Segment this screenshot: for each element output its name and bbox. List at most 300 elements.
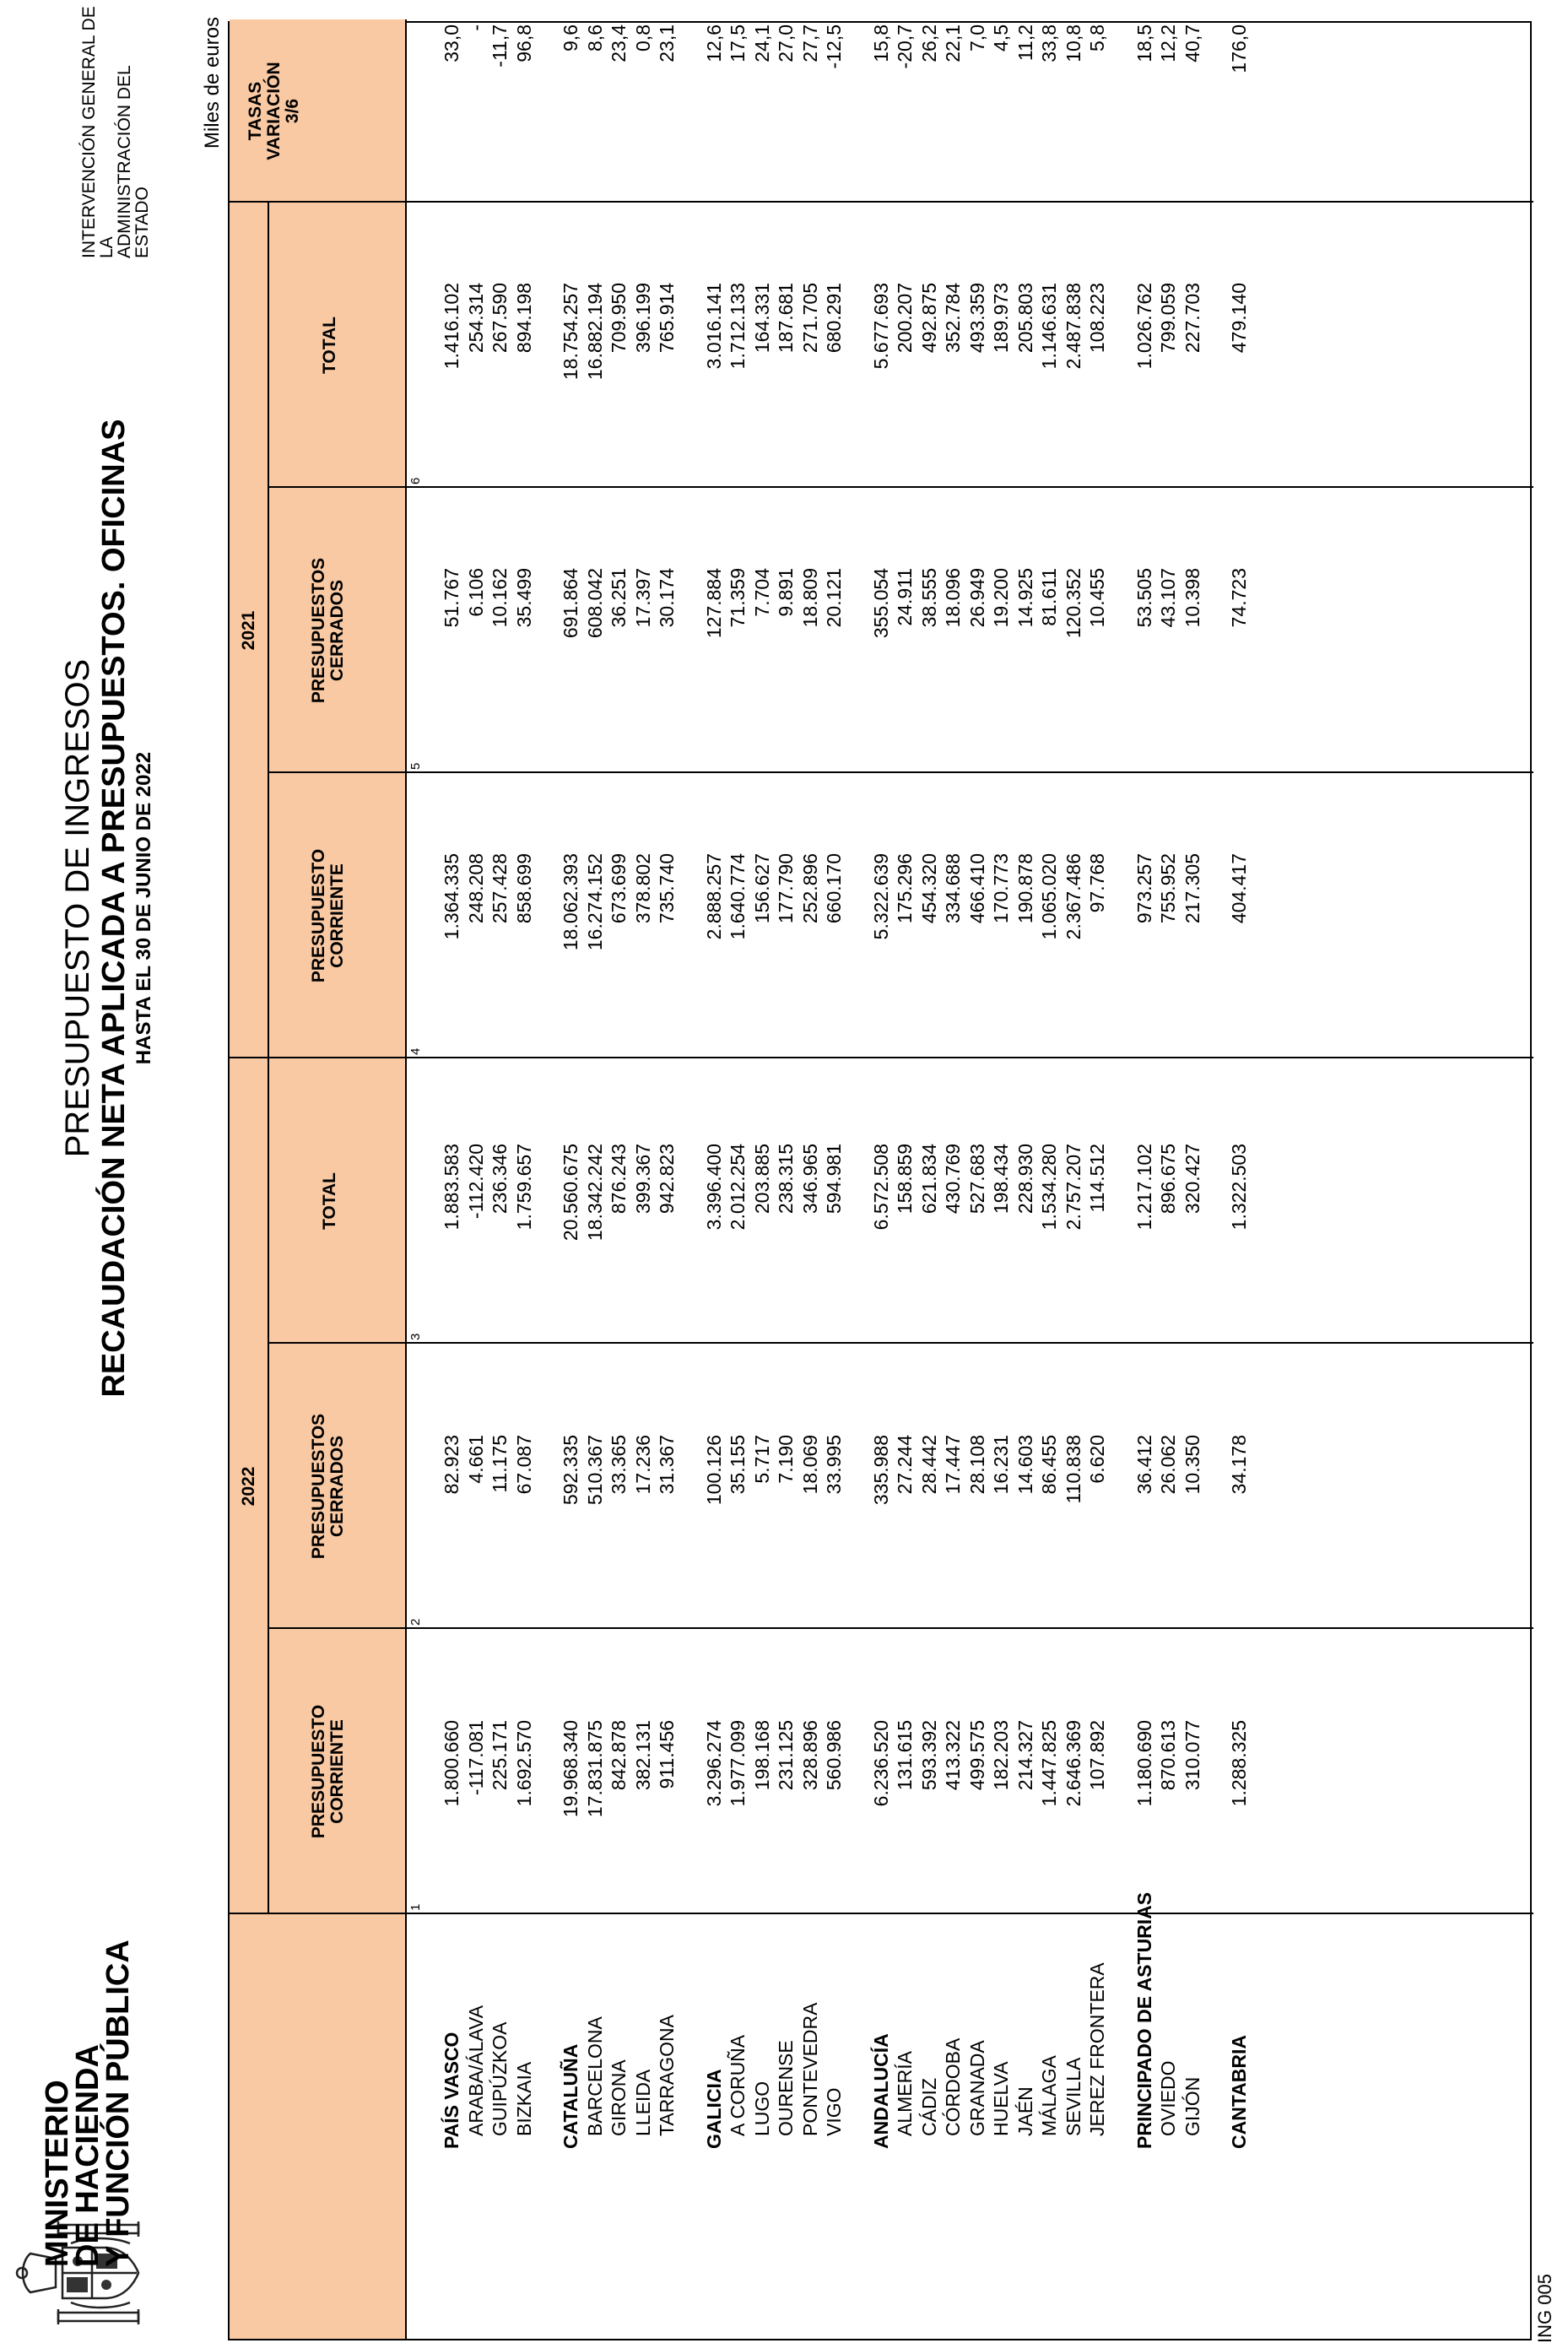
value-cell: 18.062.393: [560, 853, 582, 951]
value-cell: 198.434: [990, 1144, 1013, 1215]
value-cell: 691.864: [560, 568, 582, 639]
office-row: [966, 23, 989, 2339]
value-cell: 3.396.400: [702, 1144, 725, 1231]
value-cell: 4.661: [464, 1435, 487, 1484]
value-cell: 10.162: [489, 568, 511, 628]
value-cell: 7,0: [965, 24, 988, 51]
value-cell: 18.342.242: [583, 1144, 606, 1242]
value-cell: -12,5: [823, 24, 846, 69]
report-titles: [59, 360, 157, 1457]
value-cell: 114.512: [1086, 1144, 1109, 1213]
office-name: ARABA/ÁLAVA: [464, 2005, 487, 2136]
ministry-line-3: Y FUNCIÓN PÚBLICA: [100, 1940, 136, 2267]
value-cell: 53.505: [1133, 568, 1155, 628]
value-cell: 24.911: [894, 568, 916, 626]
value-cell: 1.364.335: [441, 853, 462, 940]
document-code: ING 005: [1534, 2274, 1555, 2343]
value-cell: 38.555: [917, 568, 940, 628]
value-cell: 110.838: [1062, 1435, 1084, 1504]
value-cell: 1.712.133: [727, 283, 749, 370]
office-name: HUELVA: [990, 2061, 1013, 2136]
region-name: PRINCIPADO DE ASTURIAS: [1133, 1891, 1155, 2149]
year-divider-rule: [268, 203, 269, 1914]
value-cell: 527.683: [965, 1144, 988, 1215]
column-number: 4: [408, 1047, 423, 1055]
office-name: GIRONA: [608, 2059, 630, 2136]
office-name: GIJÓN: [1181, 2076, 1203, 2136]
value-cell: 1.692.570: [512, 1720, 535, 1807]
region-total-row: [703, 23, 726, 2339]
value-cell: 10.398: [1181, 568, 1203, 628]
value-cell: 19.200: [990, 568, 1013, 628]
column-header-line-1: PRESUPUESTO: [309, 848, 328, 983]
value-cell: 127.884: [702, 568, 725, 639]
value-cell: 81.611: [1038, 568, 1061, 626]
value-cell: 175.296: [894, 853, 916, 924]
office-row: [656, 23, 679, 2339]
value-cell: 23,1: [656, 24, 679, 62]
office-row: [1157, 23, 1180, 2339]
column-header: [321, 1058, 339, 1344]
value-cell: 352.784: [942, 283, 965, 354]
office-name: LLEIDA: [631, 2069, 654, 2136]
value-cell: 5,8: [1086, 24, 1109, 51]
value-cell: 182.203: [990, 1720, 1013, 1791]
igae-line-2: ADMINISTRACIÓN DEL ESTADO: [115, 66, 152, 258]
value-cell: 355.054: [869, 568, 892, 639]
value-cell: 2.367.486: [1062, 853, 1084, 940]
value-cell: 177.790: [775, 853, 798, 924]
value-cell: 399.367: [631, 1144, 654, 1215]
value-cell: 10.350: [1181, 1435, 1203, 1495]
region-name: GALICIA: [702, 2069, 725, 2149]
value-cell: 404.417: [1228, 853, 1251, 924]
report-title: PRESUPUESTO DE INGRESOS: [59, 658, 96, 1158]
value-cell: 22,1: [942, 24, 965, 62]
value-cell: 254.314: [464, 283, 487, 354]
value-cell: 33.365: [608, 1435, 630, 1495]
value-cell: 107.892: [1086, 1720, 1109, 1791]
value-cell: 248.208: [464, 853, 487, 924]
value-cell: 1.800.660: [441, 1720, 462, 1807]
column-header-line-2: CERRADOS: [327, 1435, 347, 1538]
column-header: [310, 773, 347, 1058]
value-cell: 10,8: [1062, 24, 1084, 62]
value-cell: 164.331: [750, 283, 773, 354]
value-cell: 510.367: [583, 1435, 606, 1506]
year-2021-header: 2021: [239, 610, 258, 651]
value-cell: 911.456: [656, 1720, 679, 1789]
value-cell: 86.455: [1038, 1435, 1061, 1495]
value-cell: 23,4: [608, 24, 630, 62]
value-cell: 8,6: [583, 24, 606, 51]
value-cell: 158.859: [894, 1144, 916, 1215]
rate-label-1: TASAS: [246, 81, 265, 141]
value-cell: 320.427: [1181, 1144, 1203, 1215]
office-name: LUGO: [750, 2081, 773, 2136]
region-total-row: [1228, 23, 1251, 2339]
value-cell: 6.106: [464, 568, 487, 617]
ministry-line-2: DE HACIENDA: [70, 2044, 105, 2267]
value-cell: 1.026.762: [1133, 283, 1155, 370]
value-cell: 2.646.369: [1062, 1720, 1084, 1807]
value-cell: 799.059: [1157, 283, 1180, 354]
office-name: OVIEDO: [1157, 2060, 1180, 2136]
office-name: TARRAGONA: [656, 2015, 679, 2136]
office-row: [990, 23, 1013, 2339]
value-cell: 35.499: [512, 568, 535, 628]
value-cell: 205.803: [1014, 283, 1036, 354]
office-name: BIZKAIA: [512, 2061, 535, 2136]
value-cell: 12,2: [1157, 24, 1180, 62]
value-cell: 17,5: [727, 24, 749, 62]
value-cell: 660.170: [823, 853, 846, 924]
value-cell: 709.950: [608, 283, 630, 354]
value-cell: -117.081: [464, 1720, 487, 1796]
value-cell: 187.681: [775, 283, 798, 354]
ministry-line-1: MINISTERIO: [40, 2080, 75, 2267]
value-cell: 1.534.280: [1038, 1144, 1061, 1231]
value-cell: 1.447.825: [1038, 1720, 1061, 1807]
value-cell: 17.831.875: [583, 1720, 606, 1818]
column-header-line-1: PRESUPUESTOS: [309, 1413, 328, 1560]
region-total-row: [441, 23, 463, 2339]
value-cell: 28.442: [917, 1435, 940, 1495]
office-row: [1062, 23, 1085, 2339]
value-cell: 231.125: [775, 1720, 798, 1791]
value-cell: 100.126: [702, 1435, 725, 1506]
value-cell: 7.704: [750, 568, 773, 617]
value-cell: 1.217.102: [1133, 1144, 1155, 1231]
value-cell: 176,0: [1228, 24, 1251, 73]
region-name: PAÍS VASCO: [441, 2032, 462, 2149]
value-cell: 131.615: [894, 1720, 916, 1791]
column-header-line-2: CORRIENTE: [327, 1719, 347, 1824]
value-cell: 1.322.503: [1228, 1144, 1251, 1231]
office-row: [584, 23, 607, 2339]
value-cell: 2.757.207: [1062, 1144, 1084, 1231]
column-header-line-1: TOTAL: [320, 1172, 339, 1231]
value-cell: 97.768: [1086, 853, 1109, 913]
rate-header: [246, 19, 302, 203]
value-cell: 108.223: [1086, 283, 1109, 354]
column-number: 3: [408, 1333, 423, 1340]
value-cell: 876.243: [608, 1144, 630, 1215]
office-row: [1181, 23, 1204, 2339]
region-total-row: [1133, 23, 1156, 2339]
value-cell: 18.069: [798, 1435, 821, 1495]
value-cell: 200.207: [894, 283, 916, 354]
office-row: [823, 23, 846, 2339]
value-cell: 9.891: [775, 568, 798, 617]
value-cell: 33,0: [441, 24, 462, 62]
office-row: [775, 23, 798, 2339]
value-cell: 271.705: [798, 283, 821, 354]
value-cell: 680.291: [823, 283, 846, 354]
value-cell: 560.986: [823, 1720, 846, 1791]
value-cell: 33.995: [823, 1435, 846, 1495]
office-row: [942, 23, 965, 2339]
value-cell: 12,6: [702, 24, 725, 62]
office-row: [1014, 23, 1037, 2339]
value-cell: 4,5: [990, 24, 1013, 51]
value-cell: 413.322: [942, 1720, 965, 1791]
value-cell: 17.397: [631, 568, 654, 628]
value-cell: 1.977.099: [727, 1720, 749, 1807]
value-cell: 214.327: [1014, 1720, 1036, 1791]
office-name: CÓRDOBA: [942, 2037, 965, 2136]
value-cell: 120.352: [1062, 568, 1084, 639]
value-cell: 1.416.102: [441, 283, 462, 370]
value-cell: 30.174: [656, 568, 679, 628]
value-cell: 18.754.257: [560, 283, 582, 381]
value-cell: 765.914: [656, 283, 679, 354]
value-cell: 20.121: [823, 568, 846, 628]
value-cell: 31.367: [656, 1435, 679, 1495]
value-cell: 24,1: [750, 24, 773, 62]
value-cell: 26.062: [1157, 1435, 1180, 1495]
value-cell: 310.077: [1181, 1720, 1203, 1791]
office-name: BARCELONA: [583, 2016, 606, 2136]
value-cell: 36.412: [1133, 1435, 1155, 1495]
column-header-line-1: PRESUPUESTO: [309, 1704, 328, 1839]
column-header: [310, 1629, 347, 1914]
value-cell: 7.190: [775, 1435, 798, 1484]
value-cell: 236.346: [489, 1144, 511, 1215]
office-row: [489, 23, 511, 2339]
report-date: HASTA EL 30 DE JUNIO DE 2022: [132, 751, 155, 1065]
value-cell: 257.428: [489, 853, 511, 924]
value-cell: 608.042: [583, 568, 606, 639]
header-bottom-rule: [405, 19, 407, 2339]
value-cell: 2.012.254: [727, 1144, 749, 1231]
value-cell: 2.888.257: [702, 853, 725, 940]
igae-line-1: INTERVENCIÓN GENERAL DE LA: [79, 6, 116, 258]
office-name: VIGO: [823, 2087, 846, 2136]
value-cell: 499.575: [965, 1720, 988, 1791]
value-cell: -112.420: [464, 1144, 487, 1220]
value-cell: 493.359: [965, 283, 988, 354]
value-cell: 17.236: [631, 1435, 654, 1495]
value-cell: 735.740: [656, 853, 679, 924]
value-cell: 26.949: [965, 568, 988, 628]
value-cell: 2.487.838: [1062, 283, 1084, 370]
column-number: 2: [408, 1618, 423, 1626]
value-cell: 35.155: [727, 1435, 749, 1495]
value-cell: 16.882.194: [583, 283, 606, 381]
column-header-line-2: CERRADOS: [327, 579, 347, 682]
value-cell: 18,5: [1133, 24, 1155, 62]
value-cell: 14.925: [1014, 568, 1036, 628]
value-cell: 430.769: [942, 1144, 965, 1215]
office-row: [1086, 23, 1109, 2339]
value-cell: 20.560.675: [560, 1144, 582, 1242]
value-cell: 190.878: [1014, 853, 1036, 924]
value-cell: 328.896: [798, 1720, 821, 1791]
value-cell: 27,7: [798, 24, 821, 62]
value-cell: 973.257: [1133, 853, 1155, 924]
region-name: ANDALUCÍA: [869, 2033, 892, 2149]
column-header: [321, 203, 339, 488]
office-row: [894, 23, 916, 2339]
value-cell: 6.620: [1086, 1435, 1109, 1484]
value-cell: 9,6: [560, 24, 582, 51]
value-cell: 18.809: [798, 568, 821, 628]
value-cell: 621.834: [917, 1144, 940, 1215]
value-cell: 378.802: [631, 853, 654, 924]
value-cell: 15,8: [869, 24, 892, 62]
column-header: [310, 1344, 347, 1629]
value-cell: 858.699: [512, 853, 535, 924]
value-cell: 1.759.657: [512, 1144, 535, 1231]
value-cell: 1.180.690: [1133, 1720, 1155, 1807]
value-cell: 594.981: [823, 1144, 846, 1215]
value-cell: 198.168: [750, 1720, 773, 1791]
office-row: [608, 23, 630, 2339]
value-cell: 335.988: [869, 1435, 892, 1506]
value-cell: 225.171: [489, 1720, 511, 1791]
value-cell: 96,8: [512, 24, 535, 62]
value-cell: 5.322.639: [869, 853, 892, 940]
value-cell: 26,2: [917, 24, 940, 62]
value-cell: 14.603: [1014, 1435, 1036, 1495]
value-cell: 755.952: [1157, 853, 1180, 924]
region-total-row: [870, 23, 893, 2339]
region-total-row: [560, 23, 582, 2339]
column-header-line-1: PRESUPUESTOS: [309, 557, 328, 704]
office-row: [632, 23, 655, 2339]
value-cell: 267.590: [489, 283, 511, 354]
office-name: JEREZ FRONTERA: [1086, 1962, 1109, 2136]
value-cell: 82.923: [441, 1435, 462, 1495]
value-cell: 942.823: [656, 1144, 679, 1215]
office-name: JAÉN: [1014, 2086, 1036, 2136]
value-cell: 217.305: [1181, 853, 1203, 924]
office-name: PONTEVEDRA: [798, 2002, 821, 2136]
value-cell: 34.178: [1228, 1435, 1251, 1495]
column-number: 6: [408, 477, 423, 484]
office-row: [513, 23, 536, 2339]
value-cell: 454.320: [917, 853, 940, 924]
office-row: [1038, 23, 1061, 2339]
value-cell: 28.108: [965, 1435, 988, 1495]
value-cell: 0,8: [631, 24, 654, 51]
office-name: CÁDIZ: [917, 2078, 940, 2136]
value-cell: 203.885: [750, 1144, 773, 1215]
value-cell: 334.688: [942, 853, 965, 924]
value-cell: 74.723: [1228, 568, 1251, 628]
value-cell: 466.410: [965, 853, 988, 924]
value-cell: 5.677.693: [869, 283, 892, 370]
office-row: [799, 23, 822, 2339]
value-cell: 228.930: [1014, 1144, 1036, 1215]
value-cell: 43.107: [1157, 568, 1180, 628]
value-cell: 6.572.508: [869, 1144, 892, 1231]
value-cell: 227.703: [1181, 283, 1203, 354]
office-name: A CORUÑA: [727, 2034, 749, 2136]
office-row: [727, 23, 749, 2339]
value-cell: 27.244: [894, 1435, 916, 1495]
value-cell: 346.965: [798, 1144, 821, 1215]
value-cell: 18.096: [942, 568, 965, 628]
value-cell: 894.198: [512, 283, 535, 354]
value-cell: 33,8: [1038, 24, 1061, 62]
region-name: CANTABRIA: [1228, 2034, 1251, 2149]
value-cell: 36.251: [608, 568, 630, 628]
office-name: GRANADA: [965, 2040, 988, 2136]
value-cell: 492.875: [917, 283, 940, 354]
value-cell: 156.627: [750, 853, 773, 924]
value-cell: 870.613: [1157, 1720, 1180, 1791]
units-label: Miles de euros: [201, 17, 224, 149]
value-cell: 593.392: [917, 1720, 940, 1791]
igae-label: [80, 0, 151, 258]
value-cell: 479.140: [1228, 283, 1251, 354]
value-cell: 16.274.152: [583, 853, 606, 951]
office-row: [751, 23, 774, 2339]
value-cell: 16.231: [990, 1435, 1013, 1495]
rate-label-3: 3/6: [283, 98, 302, 124]
value-cell: 51.767: [441, 568, 462, 628]
value-cell: 3.016.141: [702, 283, 725, 370]
value-cell: 27,0: [775, 24, 798, 62]
rate-label-2: VARIACIÓN: [264, 62, 284, 160]
column-number: 1: [408, 1903, 423, 1911]
value-cell: 40,7: [1181, 24, 1203, 62]
value-cell: -11,7: [489, 24, 511, 68]
column-header-line-2: CORRIENTE: [327, 863, 347, 968]
value-cell: 67.087: [512, 1435, 535, 1495]
value-cell: 252.896: [798, 853, 821, 924]
value-cell: 17.447: [942, 1435, 965, 1495]
office-name: GUIPÚZKOA: [489, 2021, 511, 2136]
office-name: OURENSE: [775, 2040, 798, 2136]
value-cell: 1.288.325: [1228, 1720, 1251, 1807]
value-cell: 1.640.774: [727, 853, 749, 940]
value-cell: 11.175: [489, 1435, 511, 1493]
value-cell: 6.236.520: [869, 1720, 892, 1807]
value-cell: 71.359: [727, 568, 749, 628]
year-2022-header: 2022: [239, 1466, 258, 1507]
column-number: 5: [408, 762, 423, 770]
value-cell: 170.773: [990, 853, 1013, 924]
column-header: [310, 488, 347, 773]
value-cell: 5.717: [750, 1435, 773, 1484]
revenue-table: [228, 21, 1532, 2340]
value-cell: 842.878: [608, 1720, 630, 1791]
value-cell: 896.675: [1157, 1144, 1180, 1215]
value-cell: 189.973: [990, 283, 1013, 354]
office-name: ALMERÍA: [894, 2051, 916, 2136]
value-cell: 396.199: [631, 283, 654, 354]
value-cell: 382.131: [631, 1720, 654, 1791]
value-cell: 1.146.631: [1038, 283, 1061, 370]
office-name: SEVILLA: [1062, 2057, 1084, 2136]
report-subtitle: RECAUDACIÓN NETA APLICADA A PRESUPUESTOS. OFICINAS: [96, 419, 132, 1398]
column-header-line-1: TOTAL: [320, 316, 339, 375]
value-cell: 11,2: [1014, 24, 1036, 62]
office-row: [465, 23, 488, 2339]
value-cell: 19.968.340: [560, 1720, 582, 1818]
region-name: CATALUÑA: [560, 2043, 582, 2149]
value-cell: 673.699: [608, 853, 630, 924]
value-cell: 3.296.274: [702, 1720, 725, 1807]
value-cell: -: [464, 24, 487, 31]
value-cell: 592.335: [560, 1435, 582, 1506]
office-name: MÁLAGA: [1038, 2055, 1061, 2136]
office-row: [918, 23, 941, 2339]
value-cell: -20,7: [894, 24, 916, 69]
